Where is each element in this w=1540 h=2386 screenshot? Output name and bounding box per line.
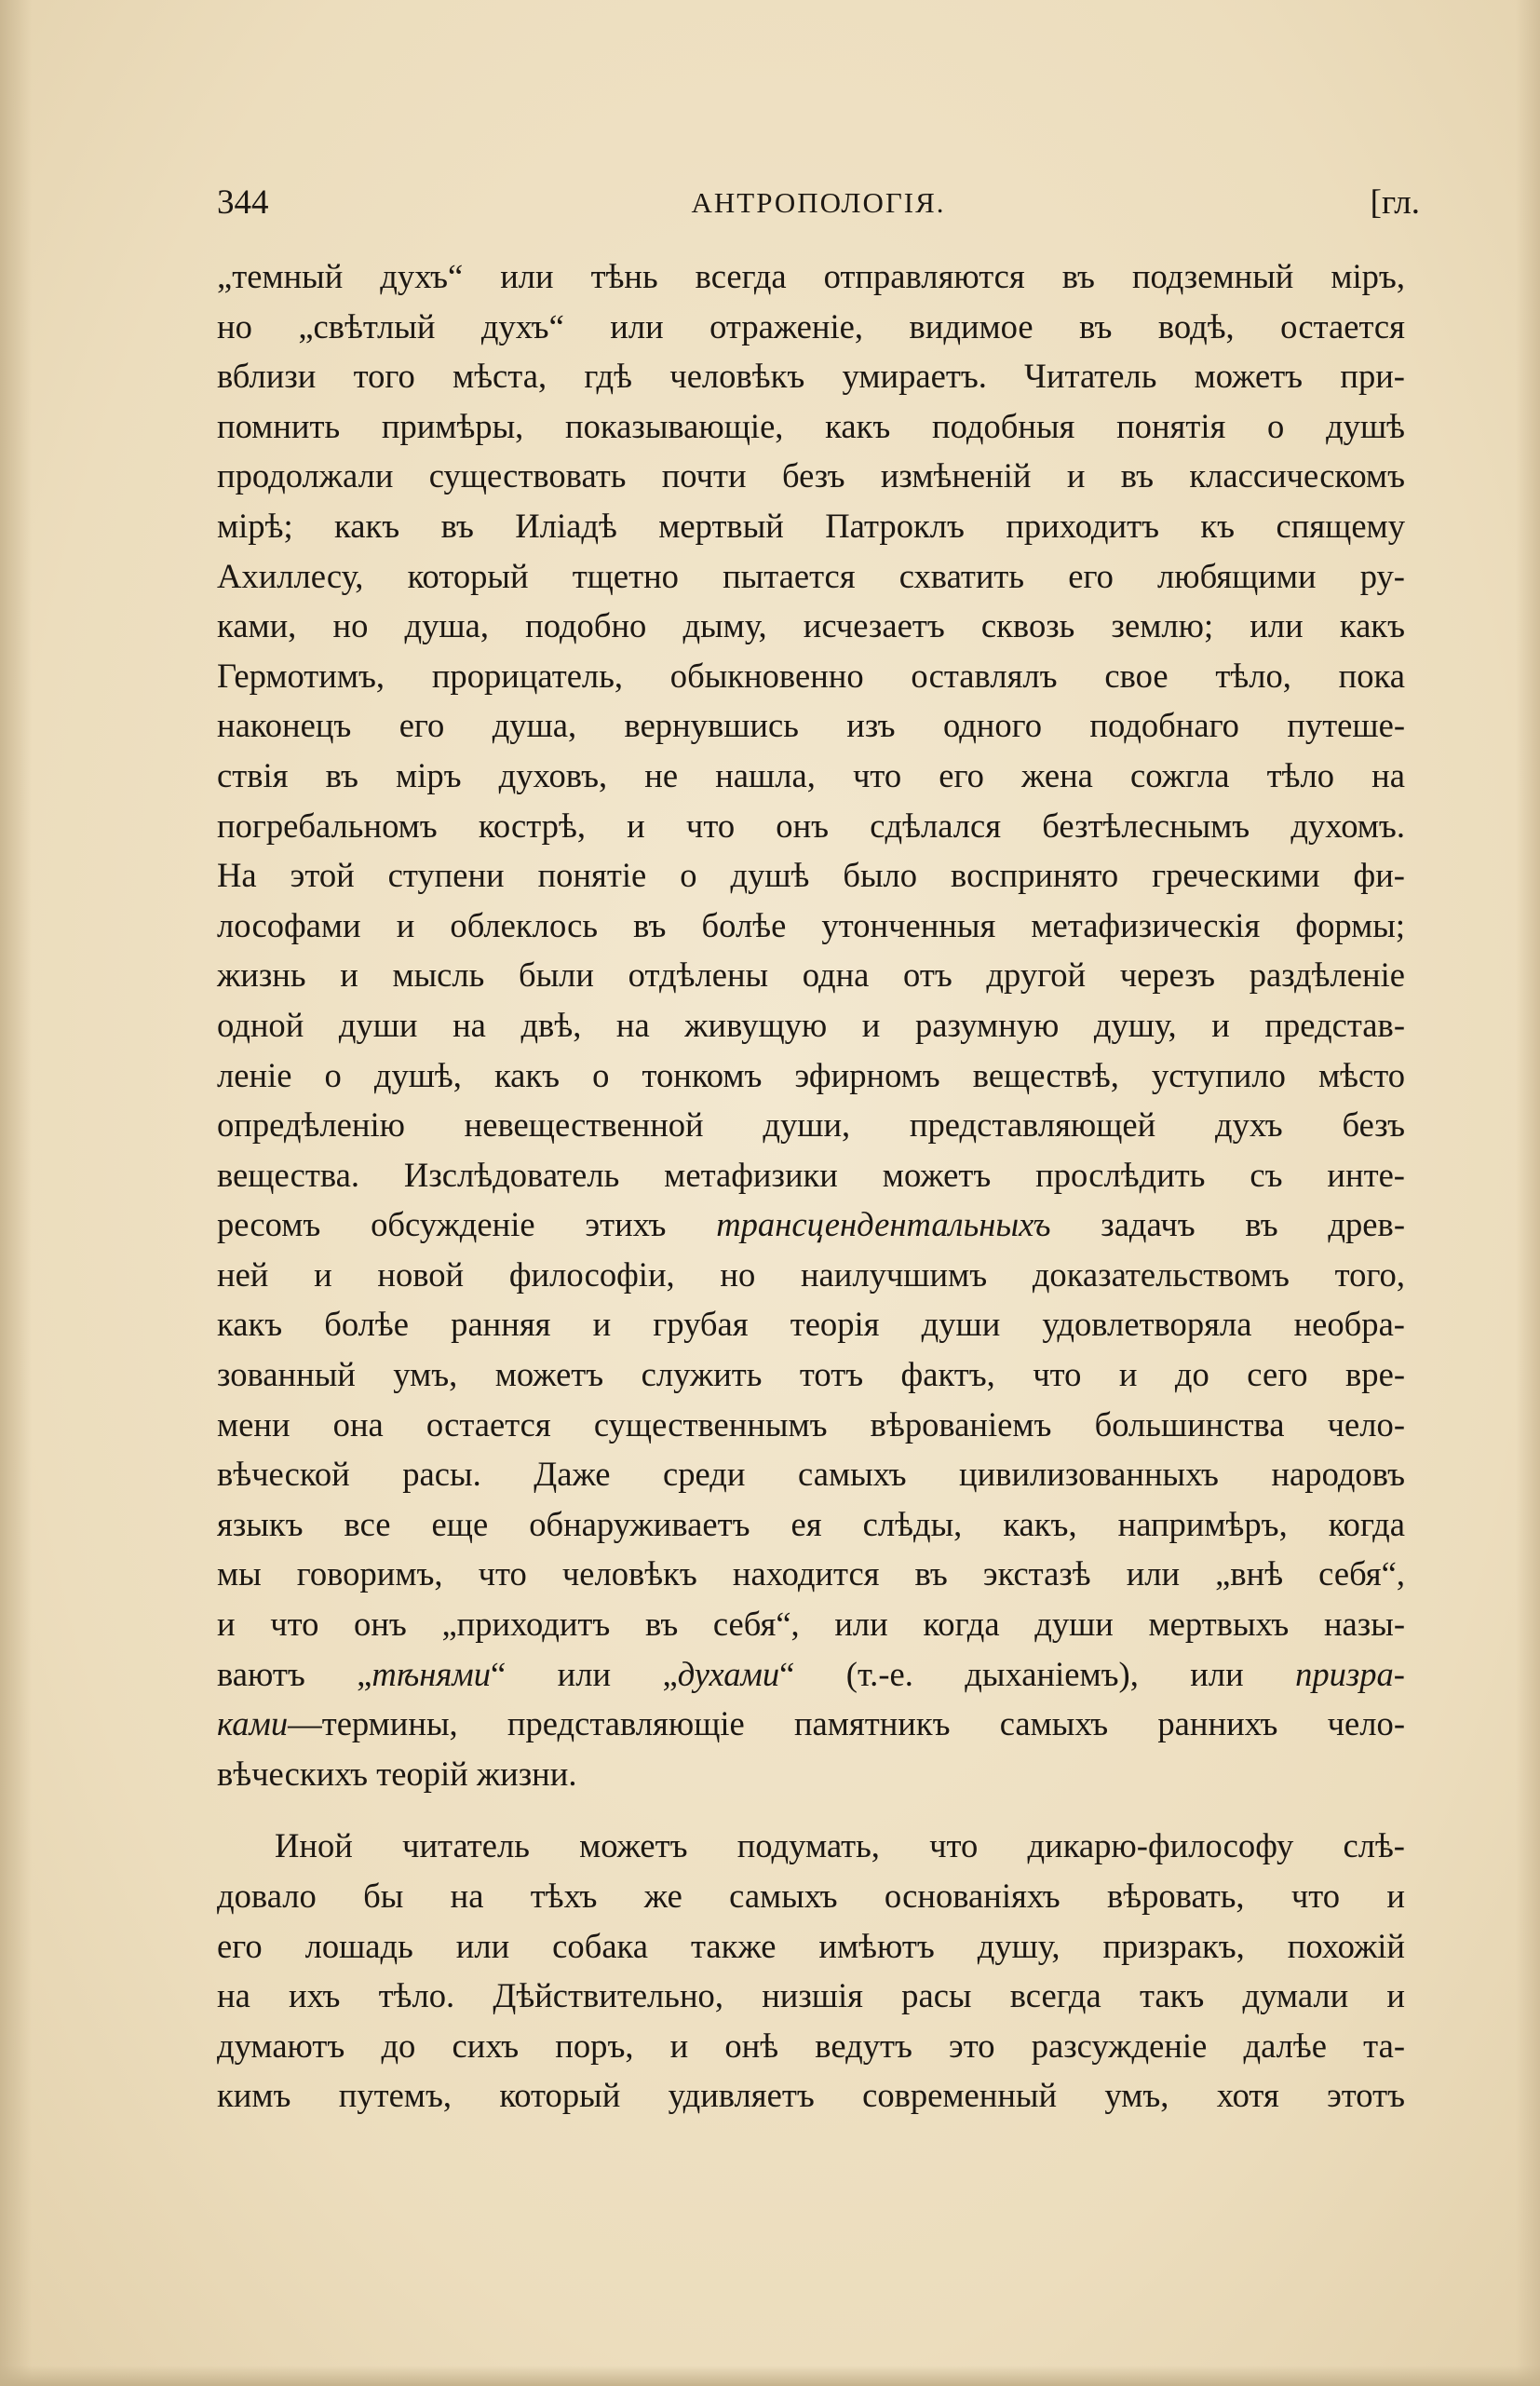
text-line: жизнь и мысль были отдѣлены одна отъ другой черезъ раздѣленіе [217, 956, 1405, 995]
text-line: вѣческихъ теорій жизни. [217, 1754, 577, 1793]
text-line: Гермотимъ, прорицатель, обыкновенно оставлялъ свое тѣло, пока [217, 656, 1405, 695]
paragraph-2 [217, 1821, 1405, 2121]
page-header [217, 183, 1420, 235]
text-line: языкъ все еще обнаруживаетъ ея слѣды, какъ, напримѣръ, когда [217, 1504, 1405, 1543]
text-line: опредѣленію невещественной души, представляющей духъ безъ [217, 1105, 1405, 1145]
text-line: мы говоримъ, что человѣкъ находится въ экстазѣ или „внѣ себя“, [217, 1554, 1405, 1593]
italic-term: духами [677, 1654, 780, 1693]
text-line: наконецъ его душа, вернувшись изъ одного подобнаго путеше- [217, 706, 1405, 745]
text-run: “ или „ [491, 1654, 678, 1693]
text-line: довало бы на тѣхъ же самыхъ основаніяхъ вѣровать, что и [217, 1877, 1405, 1915]
text-line: леніе о душѣ, какъ о тонкомъ эфирномъ веществѣ, уступило мѣсто [217, 1055, 1405, 1094]
italic-term: ками [217, 1704, 289, 1743]
text-line: продолжали существовать почти безъ измѣненій и въ классическомъ [217, 456, 1405, 495]
text-line: мірѣ; какъ въ Иліадѣ мертвый Патроклъ приходитъ къ спящему [217, 506, 1405, 545]
chapter-marker: [гл. [1370, 183, 1420, 222]
text-line: ками, но душа, подобно дыму, исчезаетъ сквозь землю; или какъ [217, 606, 1405, 645]
text-line: ней и новой философіи, но наилучшимъ доказательствомъ того, [217, 1254, 1405, 1294]
text-line: Ахиллесу, который тщетно пытается схватить его любящими ру- [217, 556, 1405, 595]
text-line: вещества. Изслѣдователь метафизики можетъ прослѣдить съ инте- [217, 1155, 1405, 1194]
text-line: и что онъ „приходитъ въ себя“, или когда души мертвыхъ назы- [217, 1605, 1405, 1644]
text-line: думаютъ до сихъ поръ, и онѣ ведутъ это разсужденіе далѣе та- [217, 2026, 1405, 2065]
italic-term: тѣнями [371, 1654, 492, 1693]
text-line: какъ болѣе ранняя и грубая теорія души удовлетворяла необра- [217, 1305, 1405, 1344]
text-run: —термины, представляющіе памятникъ самыхъ раннихъ чело- [288, 1704, 1405, 1743]
text-line: лософами и облеклось въ болѣе утонченныя метафизическія формы; [217, 905, 1405, 944]
text-line: на ихъ тѣло. Дѣйствительно, низшія расы всегда такъ думали и [217, 1976, 1405, 2015]
text-line: вѣческой расы. Даже среди самыхъ цивилизованныхъ народовъ [217, 1455, 1405, 1494]
page-edge-shadow-bottom [0, 2366, 1540, 2386]
text-line: ствія въ міръ духовъ, не нашла, что его жена сожгла тѣло на [217, 755, 1405, 794]
text-line [217, 1649, 1405, 1700]
text-line: его лошадь или собака также имѣютъ душу, призракъ, похожій [217, 1926, 1405, 1965]
italic-term: трансцендентальныхъ [716, 1205, 1051, 1244]
text-run: “ (т.-е. дыханіемъ), или [779, 1654, 1244, 1693]
page-number: 344 [217, 183, 269, 222]
text-line: Иной читатель можетъ подумать, что дикарю-философу слѣ- [275, 1826, 1405, 1865]
text-line: „темный духъ“ или тѣнь всегда отправляются въ подземный міръ, [217, 257, 1405, 295]
text-line: погребальномъ кострѣ, и что онъ сдѣлался безтѣлеснымъ духомъ. [217, 806, 1405, 845]
paragraph-1 [217, 251, 1405, 1798]
text-run: ваютъ „ [217, 1654, 372, 1693]
page-edge-shadow-left [0, 0, 32, 2386]
body-text [217, 251, 1405, 2121]
text-line: На этой ступени понятіе о душѣ было воспринято греческими фи- [217, 856, 1405, 895]
paragraph-gap [217, 1798, 1405, 1821]
text-line: одной души на двѣ, на живущую и разумную душу, и представ- [217, 1005, 1405, 1044]
text-line [217, 1200, 1405, 1250]
running-title: АНТРОПОЛОГІЯ. [691, 186, 946, 219]
page-edge-shadow-right [1516, 0, 1540, 2386]
text-line [217, 1699, 1405, 1749]
text-line: вблизи того мѣста, гдѣ человѣкъ умираетъ. Читатель можетъ при- [217, 357, 1405, 396]
text-line: но „свѣтлый духъ“ или отраженіе, видимое въ водѣ, остается [217, 306, 1405, 346]
text-line: помнить примѣры, показывающіе, какъ подобныя понятія о душѣ [217, 406, 1405, 445]
text-line: кимъ путемъ, который удивляетъ современный умъ, хотя этотъ [217, 2076, 1405, 2115]
text-run: ресомъ обсужденіе этихъ [217, 1205, 667, 1244]
text-line: мени она остается существеннымъ вѣрованіемъ большинства чело- [217, 1404, 1405, 1444]
text-run: задачъ въ древ- [1101, 1205, 1405, 1244]
text-line: зованный умъ, можетъ служить тотъ фактъ, что и до сего вре- [217, 1355, 1405, 1394]
italic-term: призра- [1295, 1654, 1405, 1693]
